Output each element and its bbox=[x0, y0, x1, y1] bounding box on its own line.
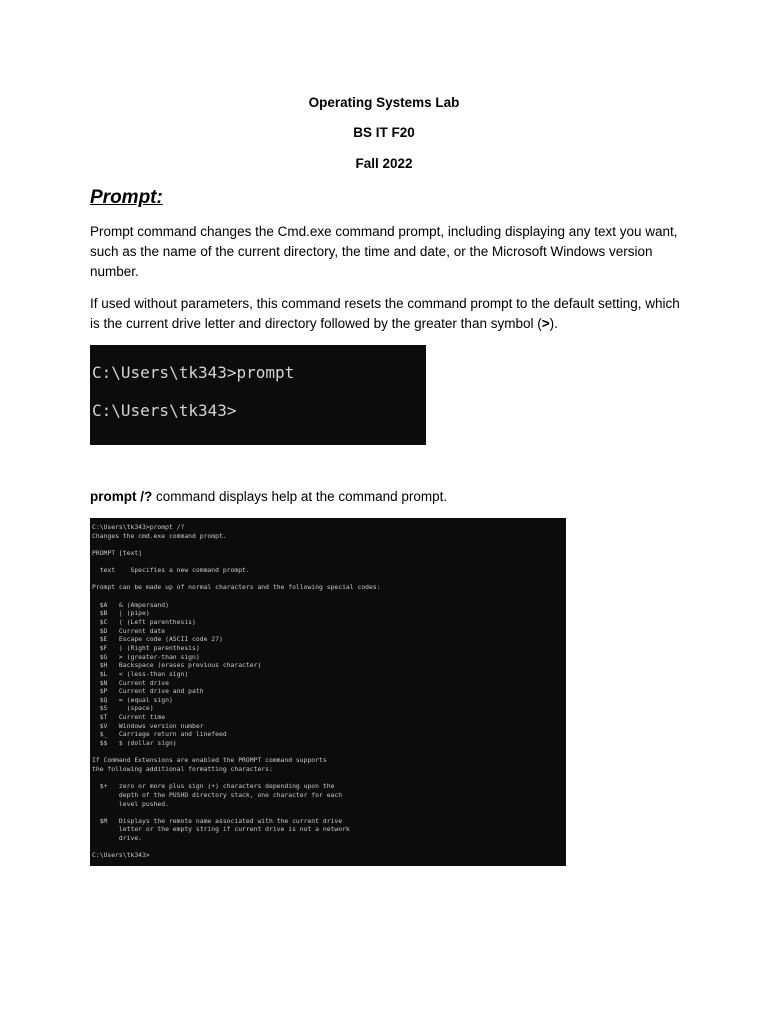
console-line: C:\Users\tk343>prompt bbox=[92, 363, 295, 382]
command-name: prompt /? bbox=[90, 489, 153, 504]
console-line bbox=[92, 592, 566, 601]
console-screenshot-help bbox=[90, 518, 566, 866]
console-line bbox=[92, 843, 566, 852]
console-line: $S (space) bbox=[92, 704, 154, 713]
console-line: letter or the empty string if current drive is not a network bbox=[92, 825, 350, 834]
console-line bbox=[92, 748, 566, 757]
console-line bbox=[92, 808, 566, 817]
course-title: Operating Systems Lab bbox=[308, 95, 460, 110]
console-line bbox=[92, 558, 566, 567]
console-line: the following additional formatting characters: bbox=[92, 764, 273, 773]
console-line: C:\Users\tk343>prompt /? bbox=[92, 523, 185, 531]
console-line: $A & (Ampersand) bbox=[92, 600, 169, 609]
default-setting-paragraph bbox=[90, 294, 680, 334]
console-line: $B | (pipe) bbox=[92, 609, 150, 618]
console-line: $_ Carriage return and linefeed bbox=[92, 730, 227, 739]
paragraph-end: ). bbox=[549, 316, 558, 331]
console-line: C:\Users\tk343> bbox=[92, 851, 150, 860]
console-line: $C ( (Left parenthesis) bbox=[92, 618, 196, 627]
paragraph-text: command displays help at the command prompt. bbox=[152, 489, 448, 504]
console-line: depth of the PUSHD directory stack, one character for each bbox=[92, 790, 343, 799]
console-line: $N Current drive bbox=[92, 678, 169, 687]
console-line bbox=[92, 774, 566, 783]
console-line: $D Current date bbox=[92, 626, 166, 635]
paragraph-text: If used without parameters, this command resets the command prompt to the default setting, which is the current drive letter and directory followed by the greater than symbol ( bbox=[90, 296, 680, 331]
console-line: drive. bbox=[92, 834, 143, 843]
section-heading: Prompt: bbox=[90, 187, 163, 208]
console-line: $H Backspace (erases previous character) bbox=[92, 661, 262, 670]
console-line: $$ $ (dollar sign) bbox=[92, 739, 177, 748]
console-line: level pushed. bbox=[92, 799, 169, 808]
console-line: PROMPT [text] bbox=[92, 548, 143, 557]
console-line: Prompt can be made up of normal characters and the following special codes: bbox=[92, 583, 381, 592]
console-line: If Command Extensions are enabled the PROMPT command supports bbox=[92, 756, 327, 765]
console-line: $F ) (Right parenthesis) bbox=[92, 643, 200, 652]
console-line: $G > (greater-than sign) bbox=[92, 652, 200, 661]
help-paragraph bbox=[90, 487, 680, 507]
console-line: $Q = (equal sign) bbox=[92, 695, 173, 704]
program-title: BS IT F20 bbox=[353, 125, 415, 140]
console-line: $T Current time bbox=[92, 713, 166, 722]
console-line: $L < (less-than sign) bbox=[92, 669, 189, 678]
console-line: $M Displays the remote name associated with the current drive bbox=[92, 816, 343, 825]
console-line: C:\Users\tk343> bbox=[92, 401, 237, 420]
console-line: text Specifies a new command prompt. bbox=[92, 566, 250, 575]
intro-paragraph: Prompt command changes the Cmd.exe command prompt, including displaying any text you want, such as the name of the current directory, the time and date, or the Microsoft Windows version number. bbox=[90, 224, 678, 279]
console-line bbox=[92, 540, 566, 549]
console-line: Changes the cmd.exe command prompt. bbox=[92, 531, 227, 540]
greater-than-symbol: > bbox=[541, 316, 550, 331]
console-screenshot-prompt bbox=[90, 345, 426, 445]
term-title: Fall 2022 bbox=[355, 156, 413, 171]
console-line bbox=[92, 575, 566, 584]
console-line: $+ zero or more plus sign (+) characters depending upon the bbox=[92, 782, 335, 791]
console-line: $V Windows version number bbox=[92, 721, 204, 730]
console-line: $E Escape code (ASCII code 27) bbox=[92, 635, 223, 644]
console-line: $P Current drive and path bbox=[92, 687, 204, 696]
